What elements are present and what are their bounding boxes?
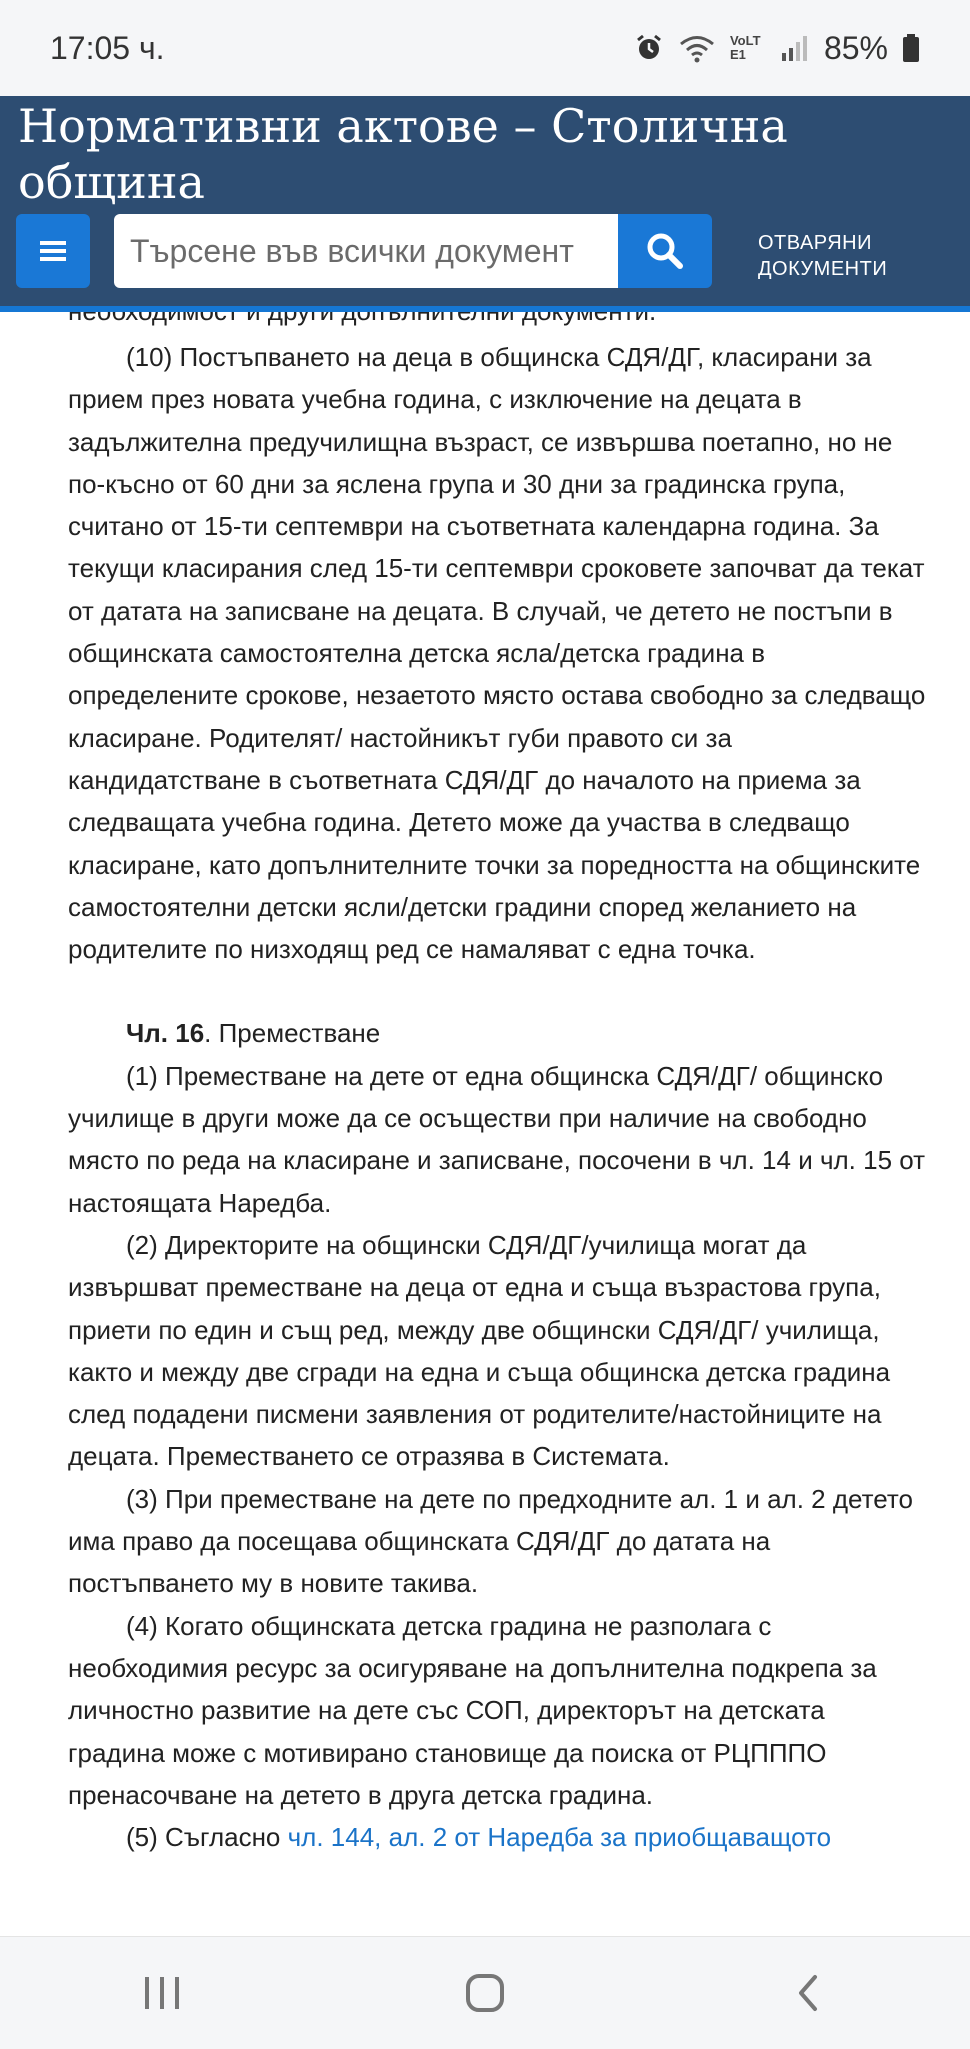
paragraph-5: (5) Съгласно чл. 144, ал. 2 от Наредба за приобщаващото (126, 1822, 832, 1853)
hamburger-icon (40, 240, 66, 262)
search-icon (646, 232, 684, 270)
recent-apps-button[interactable] (122, 1953, 202, 2033)
status-icons (634, 30, 920, 67)
battery-icon (902, 33, 920, 63)
article-heading (68, 1012, 928, 1054)
regulation-link[interactable]: чл. 144, ал. 2 от Наредба за приобщаващото (287, 1822, 832, 1853)
site-title[interactable]: Нормативни актове – Столична община (18, 99, 788, 209)
document-content (68, 336, 928, 1858)
search-input[interactable] (114, 214, 618, 288)
open-docs-line1: ОТВАРЯНИ (758, 232, 872, 254)
home-button[interactable] (445, 1953, 525, 2033)
paragraph-10: (10) Постъпването на деца в общинска СДЯ/ДГ, класирани за прием през новата учебна година, с изключение на децата в задължителна предучилищна възраст, се извършва поетапно, но не по-късно от 60 дни за яслена група и 30 дни за градинска група, считано от 15-ти септември на съответната календарна година. За текущи класирания след 15-ти септември сроковете започват да текат от датата на записване на децата. В случай, че детето не постъпи в общинската самостоятелна детска ясла/детска градина в определените срокове, незаетото място остава свободно за следващо класиране. Родителят/ настойникът губи правото си за кандидатстване в съответната СДЯ/ДГ до началото на приема за следващата учебна година. Детето може да участва в следващо класиране, като допълнителните точки за поредността на общинските самостоятелни детски ясли/детски градини според желанието на родителите по низходящ ред се намаляват с една точка. (68, 342, 926, 965)
back-button[interactable] (768, 1953, 848, 2033)
battery-percent: 85% (823, 29, 888, 66)
wifi-icon (678, 33, 716, 63)
recent-apps-icon (142, 1975, 182, 2011)
volte-indicator: VoLTE1 (729, 33, 761, 62)
home-icon (465, 1973, 505, 2013)
alarm-icon (634, 33, 664, 63)
paragraph-4: (4) Когато общинската детска градина не разполага с необходимия ресурс за осигуряване на допълнителна подкрепа за личностно развитие на дете със СОП, директорът на детската градина може с мотивирано становище да поиска от РЦПППО пренасочване на детето в друга детска градина. (68, 1610, 877, 1810)
paragraph-1: (1) Преместване на дете от една общинска СДЯ/ДГ/ общинско училище в други може да се осъществи при наличие на свободно място по реда на класиране и записване, посочени в чл. 14 и чл. 15 от настоящата Наредба. (68, 1060, 926, 1218)
android-nav-bar (0, 1936, 970, 2049)
paragraph-3: (3) При преместване на дете по предходните ал. 1 и ал. 2 детето има право да посещава общинската СДЯ/ДГ до датата на постъпването му в новите такива. (68, 1483, 913, 1599)
paragraph-2: (2) Директорите на общински СДЯ/ДГ/училища могат да извършват преместване на деца от една и съща възрастова група, приети по един и същ ред, между две общински СДЯ/ДГ/ училища, както и между две сгради на една и съща общинска детска градина след подадени писмени заявления от родителите/настойниците на децата. Преместването се отразява в Системата. (68, 1229, 891, 1472)
open-documents-link[interactable] (758, 230, 948, 282)
menu-button[interactable] (16, 214, 90, 288)
open-docs-line2: ДОКУМЕНТИ (758, 258, 888, 280)
back-icon (793, 1973, 823, 2013)
article-label: Чл. 16 (126, 1018, 205, 1049)
status-bar (0, 0, 970, 96)
status-time: 17:05 ч. (50, 29, 165, 66)
search-box (114, 214, 618, 288)
article-title: . Преместване (204, 1018, 381, 1049)
signal-icon (780, 33, 810, 63)
site-header (0, 96, 970, 306)
search-button[interactable] (618, 214, 712, 288)
